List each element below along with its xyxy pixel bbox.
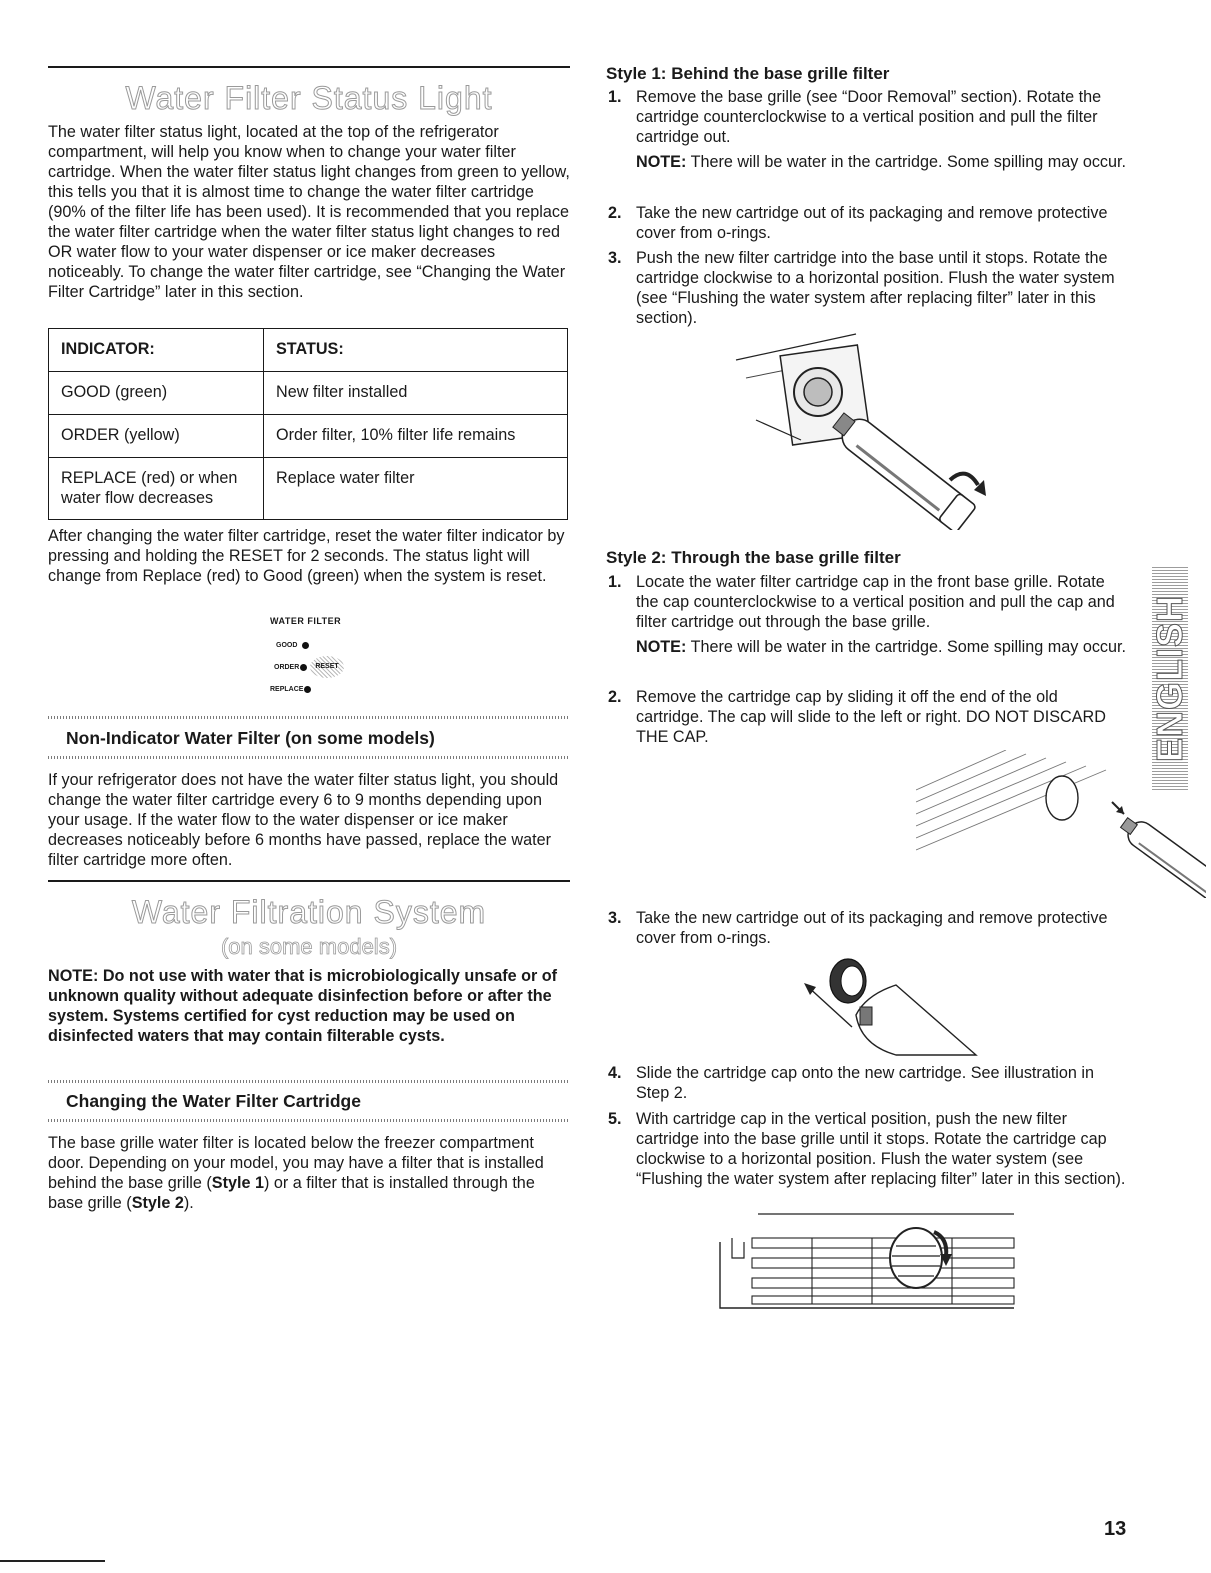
note-label: NOTE: — [636, 638, 687, 656]
step-number: 1. — [608, 573, 622, 591]
step-text: Remove the cartridge cap by sliding it off the end of the old cartridge. The cap will slide to the left or right. DO NOT DISCARD THE CAP. — [636, 688, 1106, 746]
status-light-body: The water filter status light, located at the top of the refrigerator compartment, will help you know when to change your water filter cartridge. When the water filter status light changes from green to yellow, this tells you that it is almost time to change the water filter cartridge (90% of the filter life has been used). It is recommended that you replace the water filter cartridge when the water filter status light changes to red OR water flow to your water dispenser or ice maker decreases noticeably. To change the water filter cartridge, see “Changing the Water Filter Cartridge” later in this section. — [48, 123, 570, 301]
status-header: STATUS: — [264, 329, 568, 372]
status-cell: Replace water filter — [264, 458, 568, 520]
indicator-label: WATER FILTER — [270, 616, 342, 626]
hatch-divider — [48, 716, 570, 719]
good-light-icon — [302, 642, 309, 649]
replace-label: REPLACE — [270, 686, 304, 693]
language-tab-label: ENGLISH — [1149, 594, 1190, 762]
indicator-cell: REPLACE (red) or when water flow decreases — [49, 458, 264, 520]
style1-heading: Style 1: Behind the base grille filter — [606, 64, 890, 83]
page-number: 13 — [1104, 1518, 1127, 1540]
water-filter-indicator-illustration — [238, 612, 378, 698]
note-text: There will be water in the cartridge. Some spilling may occur. — [686, 638, 1127, 656]
style1-cartridge-illustration — [726, 330, 1006, 530]
indicator-cell: ORDER (yellow) — [49, 415, 264, 458]
body-text: ) or a filter that is installed through the base grille ( — [48, 1174, 535, 1212]
step-number: 3. — [608, 249, 622, 267]
style2-step — [606, 1109, 1126, 1189]
table-row — [49, 415, 568, 458]
step-text: Slide the cartridge cap onto the new cartridge. See illustration in Step 2. — [636, 1064, 1095, 1102]
hatch-divider — [48, 1119, 570, 1122]
style2-ref: Style 2 — [131, 1194, 184, 1212]
step-number: 5. — [608, 1110, 622, 1128]
base-grille-illustration — [718, 1212, 1018, 1312]
indicator-header: INDICATOR: — [49, 329, 264, 372]
filtration-system-title: Water Filtration System — [131, 894, 487, 930]
body-text: ). — [183, 1194, 194, 1212]
step-text: Locate the water filter cartridge cap in the front base grille. Rotate the cap counterclockwise to a vertical position and pull the cap and filter cartridge out through the base grille. — [636, 573, 1115, 631]
step-number: 2. — [608, 688, 622, 706]
section-rule — [48, 880, 570, 882]
step-text: Take the new cartridge out of its packaging and remove protective cover from o-rings. — [636, 204, 1108, 242]
style1-step — [606, 87, 1126, 147]
style2-step — [606, 1063, 1126, 1103]
style2-note — [636, 637, 1126, 657]
step-number: 3. — [608, 909, 622, 927]
style1-note — [636, 152, 1126, 172]
step-text: Push the new filter cartridge into the base until it stops. Rotate the cartridge clockwise to a horizontal position. Flush the water system (see “Flushing the water system after replacing filter” later in this section). — [636, 249, 1115, 327]
step-number: 2. — [608, 204, 622, 222]
status-light-title: Water Filter Status Light — [125, 80, 493, 116]
changing-cartridge-heading: Changing the Water Filter Cartridge — [66, 1091, 361, 1111]
style1-step — [606, 248, 1126, 328]
hatch-divider — [48, 1080, 570, 1083]
table-header-row — [49, 329, 568, 372]
non-indicator-heading: Non-Indicator Water Filter (on some models) — [66, 728, 435, 748]
step-text: Remove the base grille (see “Door Removal” section). Rotate the cartridge counterclockwise to a vertical position and pull the filter cartridge out. — [636, 88, 1102, 146]
reset-instructions: After changing the water filter cartridge, reset the water filter indicator by pressing and holding the RESET for 2 seconds. The status light will change from Replace (red) to Good (green) when the system is reset. — [48, 527, 565, 585]
non-indicator-body: If your refrigerator does not have the water filter status light, you should change the water filter cartridge every 6 to 9 months depending upon your usage. If the water flow to the water dispenser or ice maker decreases noticeably before 6 months have passed, replace the water filter cartridge more often. — [48, 771, 559, 869]
note-label: NOTE: — [636, 153, 687, 171]
style1-ref: Style 1 — [211, 1174, 264, 1192]
style2-step — [606, 572, 1126, 632]
footer-rule — [0, 1560, 105, 1562]
note-text: There will be water in the cartridge. Some spilling may occur. — [686, 153, 1127, 171]
step-text: With cartridge cap in the vertical position, push the new filter cartridge into the base grille until it stops. Rotate the cartridge cap clockwise to a horizontal position. Flush the water system (see “Flushing the water system after replacing filter” later in this section). — [636, 1110, 1126, 1188]
indicator-status-table — [48, 328, 568, 520]
step-text: Take the new cartridge out of its packaging and remove protective cover from o-rings. — [636, 909, 1108, 947]
indicator-cell: GOOD (green) — [49, 372, 264, 415]
reset-button[interactable]: RESET — [310, 656, 344, 678]
hatch-divider — [48, 756, 570, 759]
status-cell: Order filter, 10% filter life remains — [264, 415, 568, 458]
order-label: ORDER — [274, 664, 300, 671]
cap-onto-cartridge-illustration — [756, 955, 986, 1060]
status-cell: New filter installed — [264, 372, 568, 415]
section-rule — [48, 66, 570, 68]
table-row — [49, 372, 568, 415]
filtration-safety-note: NOTE: Do not use with water that is microbiologically unsafe or of unknown quality without adequate disinfection before or after the system. Systems certified for cyst reduction may be used on disinfected waters that may contain filterable cysts. — [48, 967, 558, 1045]
good-label: GOOD — [276, 642, 298, 649]
table-row — [49, 458, 568, 520]
filtration-system-subtitle: (on some models) — [220, 934, 398, 959]
body-text: The base grille water filter is located below the freezer compartment door. Depending on your model, you may have a filter that is installed behind the base grille ( — [48, 1134, 544, 1192]
style2-step — [606, 687, 1126, 747]
style2-heading: Style 2: Through the base grille filter — [606, 548, 901, 567]
step-number: 4. — [608, 1064, 622, 1082]
replace-light-icon — [304, 686, 311, 693]
step-number: 1. — [608, 88, 622, 106]
order-light-icon — [300, 664, 307, 671]
style1-step — [606, 203, 1126, 243]
changing-cartridge-body — [48, 1133, 570, 1213]
style2-step — [606, 908, 1126, 948]
